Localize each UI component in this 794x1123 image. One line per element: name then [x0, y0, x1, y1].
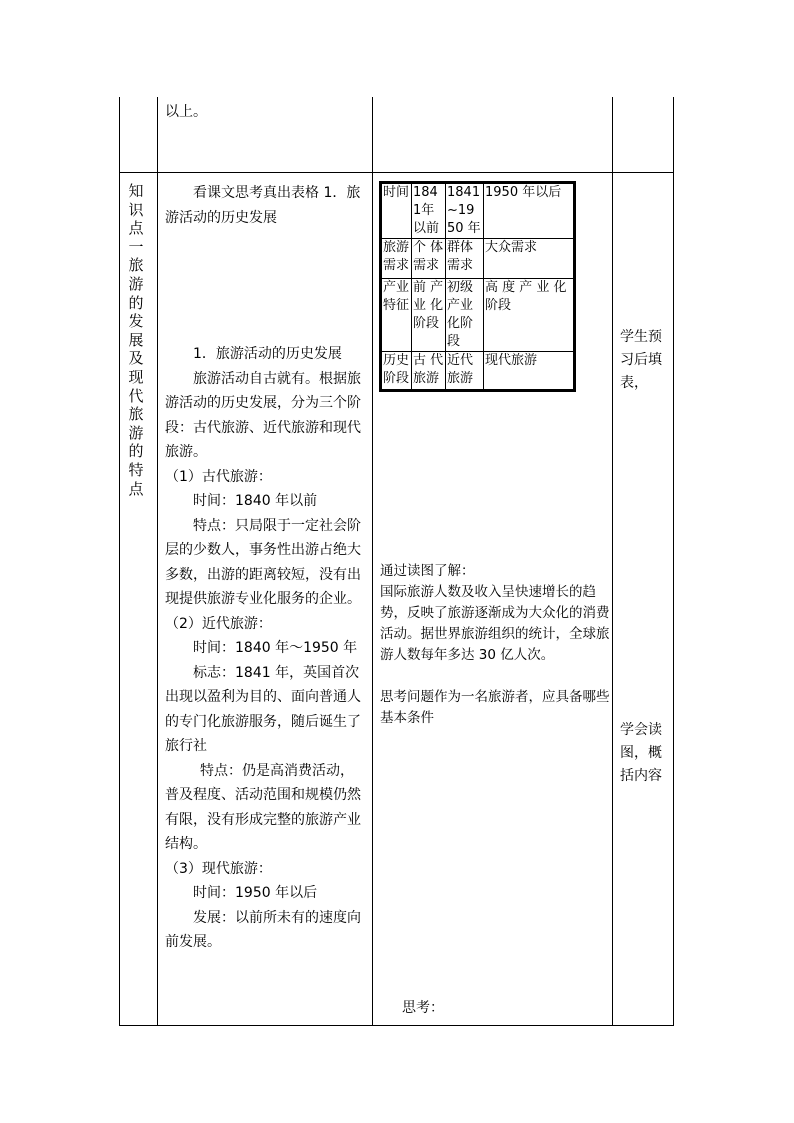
modern-title: （2）近代旅游： — [165, 615, 272, 632]
table-cell: 1841年 以前 — [412, 184, 446, 239]
section-label-char: 游 — [128, 423, 144, 442]
top-row-text: 以上。 — [165, 104, 207, 120]
contemporary-time: 时间：1950 年以后 — [193, 885, 318, 901]
table-cell: 近代旅游 — [446, 352, 484, 390]
modern-feature: 特点：仍是高消费活动，普及程度、活动范围和规模仍然有限，没有形成完整的旅游产业结构。 — [165, 762, 361, 852]
table-cell: 大众需求 — [484, 239, 574, 279]
table-cell: 历史阶段 — [382, 352, 412, 390]
table-row — [382, 184, 574, 239]
section-heading: 1．旅游活动的历史发展 — [193, 346, 342, 362]
section-label-char: 点 — [128, 219, 144, 238]
section-label-char: 及 — [128, 349, 144, 368]
ancient-feature: 特点：只局限于一定社会阶层的少数人，事务性出游占绝大多数，出游的距离较短，没有出现提供旅游专业化服务的企业。 — [165, 517, 361, 607]
table-row — [382, 352, 574, 390]
table-border-left — [119, 97, 120, 1026]
section-label-char: 旅 — [128, 256, 144, 275]
think-label: 思考： — [402, 1000, 444, 1016]
table-row — [382, 239, 574, 279]
question-text: 思考问题作为一名旅游者，应具备哪些基本条件 — [380, 689, 610, 726]
modern-time: 时间：1840 年～1950 年 — [193, 640, 358, 656]
table-cell: 前 产业 化阶段 — [412, 279, 446, 352]
history-summary-table — [379, 181, 576, 392]
table-cell: 个 体需求 — [412, 239, 446, 279]
table-border-bottom — [119, 1025, 674, 1026]
section-label — [126, 182, 146, 498]
lesson-content — [165, 181, 367, 230]
section-label-char: 的 — [128, 293, 144, 312]
section-label-char: 旅 — [128, 405, 144, 424]
table-cell: 现代旅游 — [484, 352, 574, 390]
teacher-note-2: 学会读图，概括内容 — [620, 722, 662, 784]
section-label-char: 现 — [128, 367, 144, 386]
section-label-char: 知 — [128, 182, 144, 200]
table-cell: 旅游需求 — [382, 239, 412, 279]
ancient-time: 时间：1840 年以前 — [193, 493, 318, 509]
reading-body: 国际旅游人数及收入呈快速增长的趋势，反映了旅游逐渐成为大众化的消费活动。据世界旅游组织的统计，全球旅游人数每年多达 30 亿人次。 — [380, 584, 610, 663]
section-label-char: 一 — [128, 237, 144, 256]
table-row-divider — [119, 172, 674, 173]
section-label-char: 特 — [128, 460, 144, 479]
table-cell: 群体需求 — [446, 239, 484, 279]
section-label-char: 发 — [128, 312, 144, 331]
section-label-char: 识 — [128, 200, 144, 219]
modern-sign: 标志：1841 年，英国首次出现以盈利为目的、面向普通人的专门化旅游服务，随后诞生了旅行社 — [165, 664, 361, 754]
contemporary-title: （3）现代旅游： — [165, 860, 272, 877]
table-row — [382, 279, 574, 352]
intro-text: 看课文思考真出表格 1．旅游活动的历史发展 — [165, 185, 361, 226]
table-cell: 古 代旅游 — [412, 352, 446, 390]
table-border-col2 — [372, 97, 373, 1026]
history-section — [165, 342, 367, 955]
table-cell: 1841~1950 年 — [446, 184, 484, 239]
table-border-col3 — [612, 97, 613, 1026]
table-cell: 时间 — [382, 184, 412, 239]
reading-title: 通过读图了解： — [380, 563, 475, 579]
contemporary-development: 发展：以前所未有的速度向前发展。 — [165, 909, 361, 950]
table-cell: 高 度 产 业 化阶段 — [484, 279, 574, 352]
overview-paragraph: 旅游活动自古就有。根据旅游活动的历史发展，分为三个阶段：古代旅游、近代旅游和现代旅游。 — [165, 370, 361, 460]
table-cell: 1950 年以后 — [484, 184, 574, 239]
ancient-title: （1）古代旅游： — [165, 468, 272, 485]
table-border-right — [673, 97, 674, 1026]
reading-notes — [380, 561, 610, 729]
section-label-char: 点 — [128, 479, 144, 498]
section-label-char: 游 — [128, 274, 144, 293]
teacher-note-1: 学生预习后填表， — [620, 329, 662, 391]
section-label-char: 展 — [128, 330, 144, 349]
section-label-char: 的 — [128, 442, 144, 461]
section-label-char: 代 — [128, 386, 144, 405]
table-border-col1 — [157, 97, 158, 1026]
table-cell: 产业特征 — [382, 279, 412, 352]
table-cell: 初级产业化阶段 — [446, 279, 484, 352]
